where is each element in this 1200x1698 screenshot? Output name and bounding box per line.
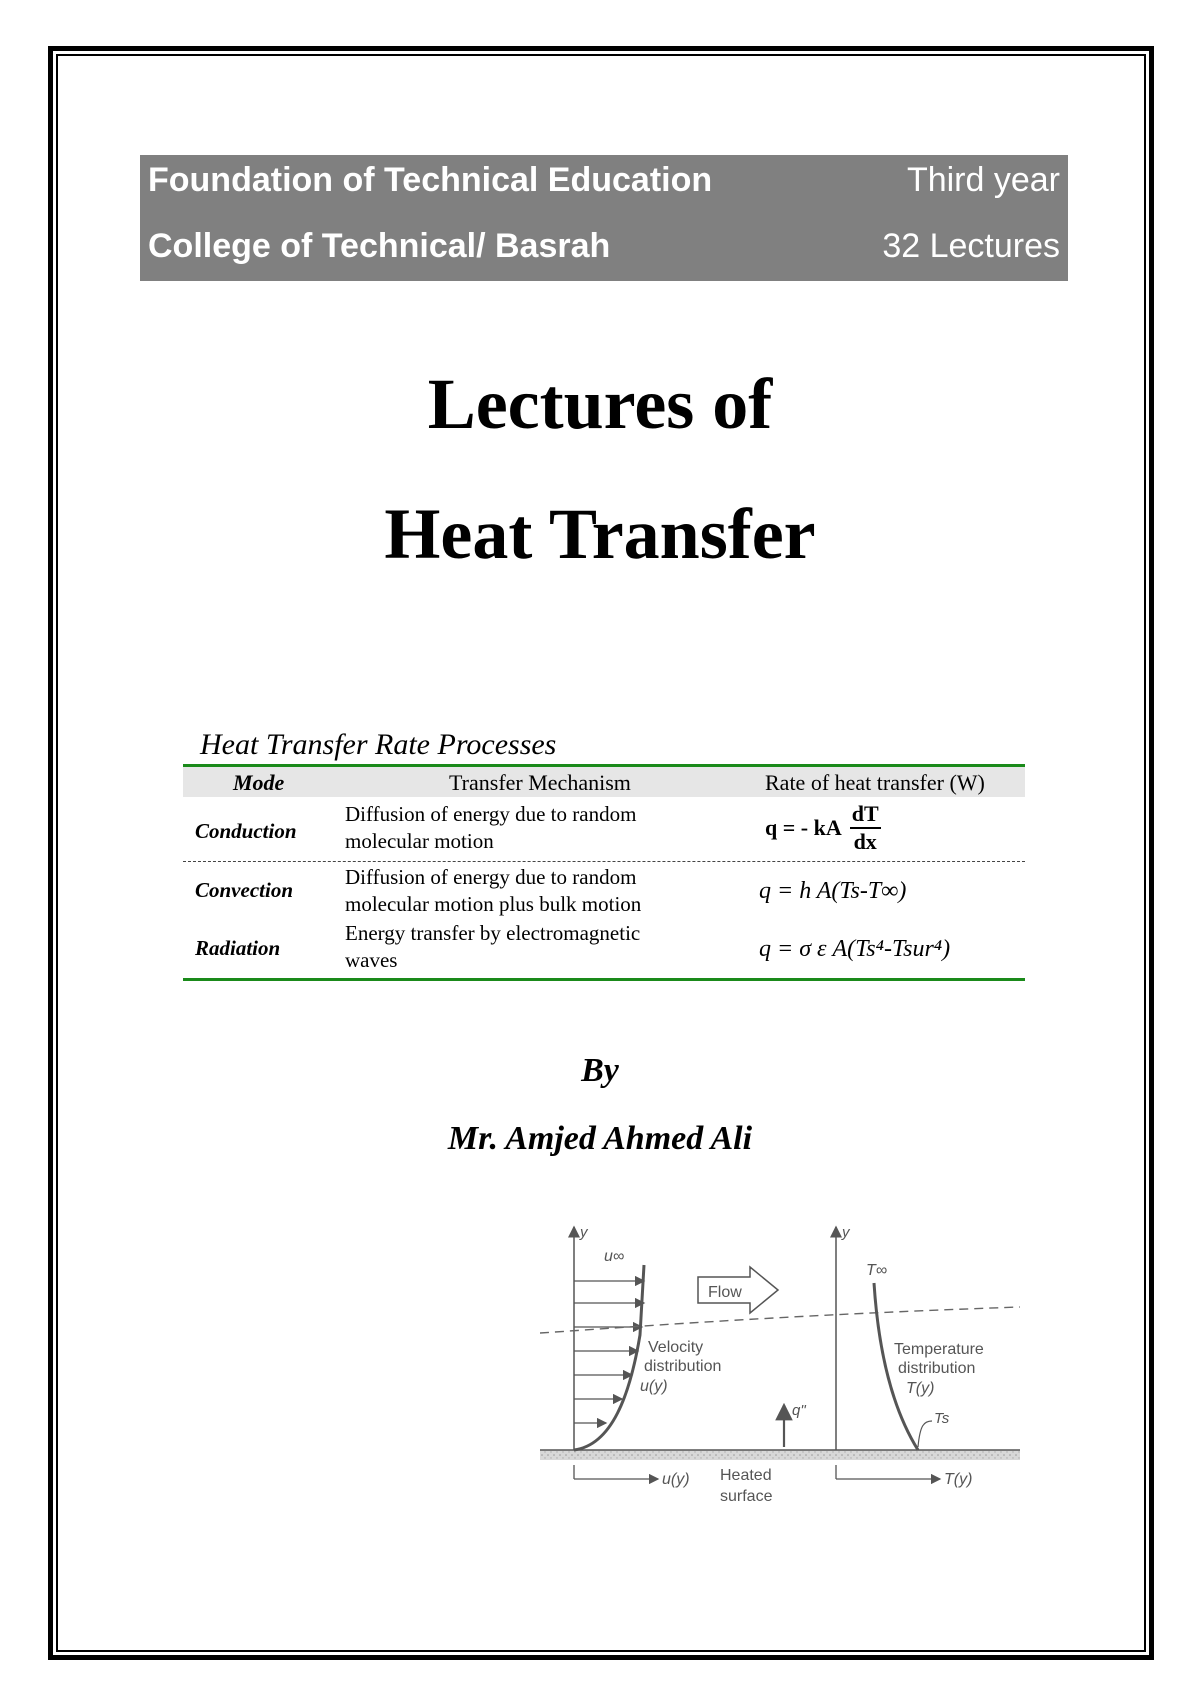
u-axis-label: u(y) xyxy=(662,1471,690,1488)
header-mechanism: Transfer Mechanism xyxy=(449,770,631,795)
mechanism-line: molecular motion xyxy=(345,829,494,853)
mechanism-line: molecular motion plus bulk motion xyxy=(345,892,642,916)
mechanism-line: Diffusion of energy due to random xyxy=(345,865,637,889)
title-line-2: Heat Transfer xyxy=(384,494,816,574)
conduction-equation xyxy=(765,801,881,855)
table-row-radiation xyxy=(183,920,1025,978)
table-header-row xyxy=(183,767,1025,797)
title-line-1: Lectures of xyxy=(427,364,773,444)
t-of-y-label: T(y) xyxy=(906,1380,935,1397)
ts-label: Ts xyxy=(934,1410,950,1427)
temperature-label-2: distribution xyxy=(898,1360,976,1377)
boundary-layer-diagram xyxy=(540,1225,1060,1525)
t-infinity-label: T∞ xyxy=(866,1262,888,1279)
heated-label-2: surface xyxy=(720,1488,773,1505)
mechanism-convection xyxy=(345,864,641,918)
heated-label-1: Heated xyxy=(720,1467,772,1484)
fraction-denominator: dx xyxy=(853,829,877,854)
ts-leader-line xyxy=(918,1421,932,1447)
temp-y-axis-label: y xyxy=(842,1225,850,1241)
fraction-numerator: dT xyxy=(850,801,881,829)
radiation-equation: q = σ ε A(Ts⁴-Tsur⁴) xyxy=(759,936,951,962)
mode-conduction: Conduction xyxy=(195,819,297,843)
banner-row-1 xyxy=(148,155,1060,205)
banner-row-2 xyxy=(148,221,1060,271)
heated-surface-hatch xyxy=(540,1450,1020,1460)
mode-convection: Convection xyxy=(195,878,293,902)
lecture-count: 32 Lectures xyxy=(882,226,1060,265)
convection-equation: q = h A(Ts-T∞) xyxy=(759,878,907,904)
college-name: College of Technical/ Basrah xyxy=(148,226,611,265)
study-year: Third year xyxy=(906,160,1060,199)
velocity-label-1: Velocity xyxy=(648,1339,704,1356)
flow-label: Flow xyxy=(708,1284,742,1301)
table-row-conduction xyxy=(183,797,1025,861)
organization-name: Foundation of Technical Education xyxy=(148,160,713,199)
temperature-label-1: Temperature xyxy=(894,1341,984,1358)
fraction xyxy=(850,801,881,855)
mechanism-line: waves xyxy=(345,948,398,972)
heat-transfer-table xyxy=(183,764,1025,981)
header-banner xyxy=(140,155,1068,281)
header-rate: Rate of heat transfer (W) xyxy=(765,770,985,795)
author-name: Mr. Amjed Ahmed Ali xyxy=(447,1120,753,1157)
table-bottom-rule xyxy=(183,978,1025,981)
heat-flux-label: q" xyxy=(792,1402,806,1419)
mechanism-line: Energy transfer by electromagnetic xyxy=(345,921,641,945)
velocity-profile-curve xyxy=(574,1265,644,1450)
mode-radiation: Radiation xyxy=(195,936,281,960)
mechanism-radiation xyxy=(345,920,640,974)
u-of-y-label: u(y) xyxy=(640,1378,668,1395)
by-label: By xyxy=(581,1052,619,1089)
mechanism-line: Diffusion of energy due to random xyxy=(345,802,637,826)
mechanism-conduction xyxy=(345,801,636,855)
boundary-layer-edge xyxy=(540,1307,1020,1333)
table-row-convection xyxy=(183,861,1025,920)
equation-lhs: q = - kA xyxy=(765,815,842,840)
header-mode: Mode xyxy=(233,770,285,795)
u-infinity-label: u∞ xyxy=(604,1248,625,1265)
velocity-arrows xyxy=(574,1281,644,1423)
t-axis-label: T(y) xyxy=(944,1471,973,1488)
y-axis-label: y xyxy=(580,1225,588,1241)
velocity-label-2: distribution xyxy=(644,1358,722,1375)
table-caption: Heat Transfer Rate Processes xyxy=(200,728,557,761)
